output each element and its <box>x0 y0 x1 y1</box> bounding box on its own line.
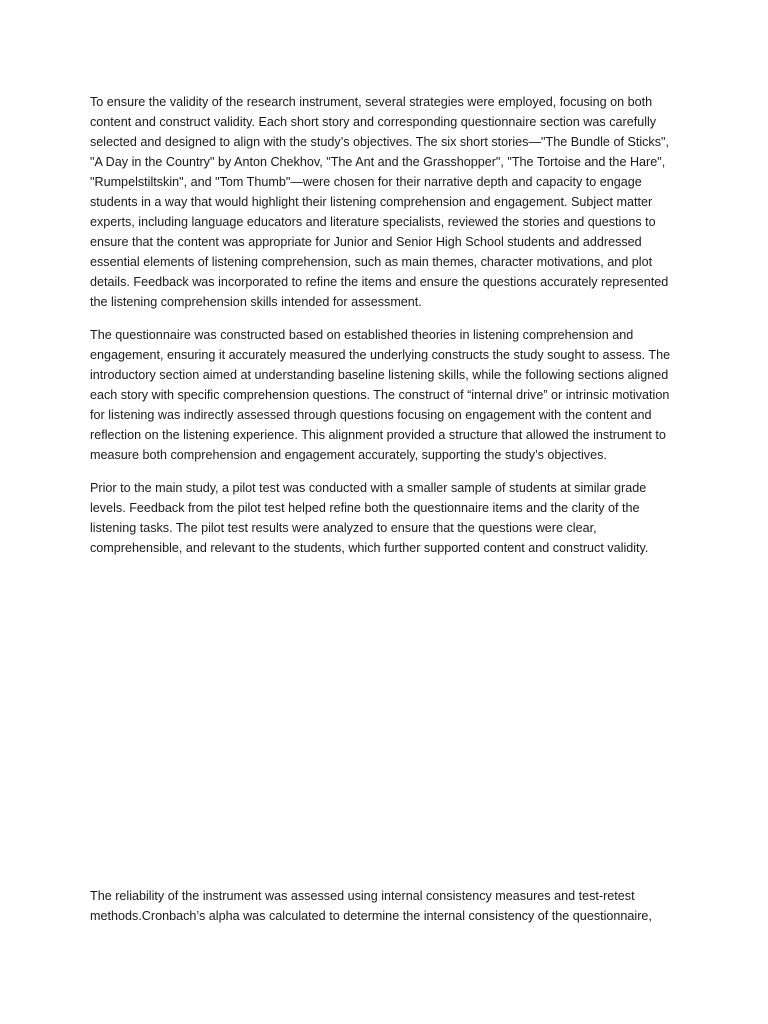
paragraph-reliability: The reliability of the instrument was assessed using internal consistency measures and test-retest methods.Cronbach’s alpha was calculated to determine the internal consistency of the questionnaire, <box>90 889 652 923</box>
document-body <box>90 92 680 571</box>
document-body-continued <box>90 886 680 939</box>
paragraph-validity-strategies: To ensure the validity of the research instrument, several strategies were employed, focusing on both content and construct validity. Each short story and corresponding questionnaire section was carefully selected and designed to align with the study’s objectives. The six short stories—"The Bundle of Sticks", "A Day in the Country" by Anton Chekhov, "The Ant and the Grasshopper", "The Tortoise and the Hare", "Rumpelstiltskin", and "Tom Thumb"—were chosen for their narrative depth and capacity to engage students in a way that would highlight their listening comprehension and engagement. Subject matter experts, including language educators and literature specialists, reviewed the stories and questions to ensure that the content was appropriate for Junior and Senior High School students and addressed essential elements of listening comprehension, such as main themes, character motivations, and plot details. Feedback was incorporated to refine the items and ensure the questions accurately represented the listening comprehension skills intended for assessment. <box>90 95 669 309</box>
paragraph-questionnaire-construction: The questionnaire was constructed based on established theories in listening comprehension and engagement, ensuring it accurately measured the underlying constructs the study sought to assess. The introductory section aimed at understanding baseline listening skills, while the following sections aligned each story with specific comprehension questions. The construct of “internal drive” or intrinsic motivation for listening was indirectly assessed through questions focusing on engagement with the content and reflection on the listening experience. This alignment provided a structure that allowed the instrument to measure both comprehension and engagement accurately, supporting the study’s objectives. <box>90 328 671 462</box>
paragraph-pilot-test: Prior to the main study, a pilot test was conducted with a smaller sample of students at similar grade levels. Feedback from the pilot test helped refine both the questionnaire items and the clarity of the listening tasks. The pilot test results were analyzed to ensure that the questions were clear, comprehensible, and relevant to the students, which further supported content and construct validity. <box>90 481 649 555</box>
